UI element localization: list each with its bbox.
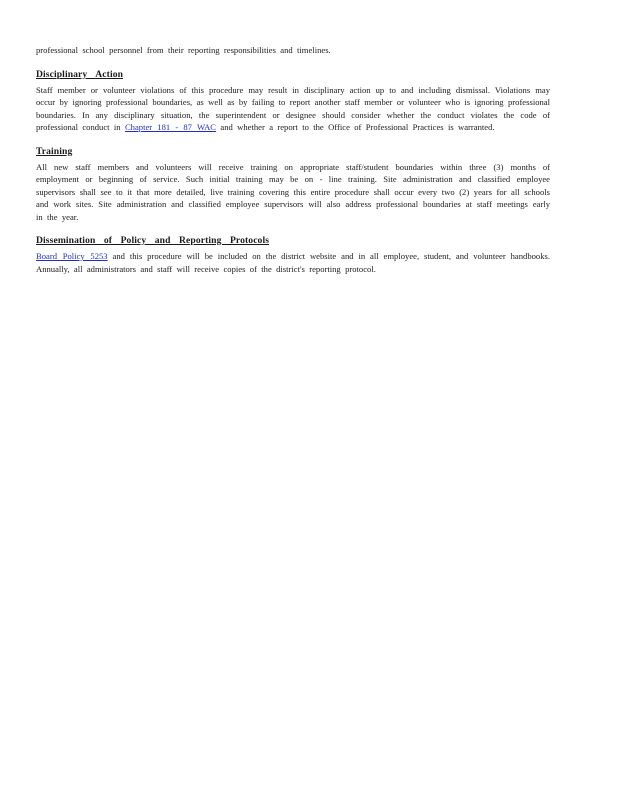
section-heading-training: Training [36, 145, 73, 157]
section-training [36, 146, 550, 224]
dissemination-paragraph [36, 250, 550, 275]
chapter-wac-link[interactable]: Chapter 181 - 87 WAC [124, 122, 217, 132]
board-policy-link[interactable]: Board Policy 5253 [36, 251, 108, 261]
training-paragraph: All new staff members and volunteers will receive training on appropriate staff/student boundaries within three (3) months of employment or beginning of service. Such initial training may be on - line training. Site administration and classified employee supervisors shall see to it that more detailed, live training covering this entire procedure shall occur every two (2) years for all schools and work sites. Site administration and classified employee supervisors will also address professional boundaries at staff meetings early in the year. [36, 161, 550, 222]
section-heading-dissemination: Dissemination of Policy and Reporting Protocols [36, 235, 270, 246]
section-dissemination [36, 235, 550, 275]
section-disciplinary-action [36, 69, 550, 134]
intro-paragraph: professional school personnel from their reporting responsibilities and timelines. [36, 45, 331, 55]
disciplinary-text-after-link: and whether a report to the Office of Professional Practices is warranted. [220, 122, 495, 132]
dissemination-text-after-link: and this procedure will be included on the district website and in all employee, student, and volunteer handbooks. Annually, all administrators and staff will receive copies of the district's reporting protocol. [36, 251, 550, 274]
section-heading-disciplinary-action: Disciplinary Action [36, 68, 124, 80]
document-page [36, 44, 550, 275]
disciplinary-text-before-link: Staff member or volunteer violations of this procedure may result in disciplinary action up to and including dismissal. Violations may occur by ignoring professional boundaries, as well as by failing to report another staff member or volunteer who is ignoring professional boundaries. In any disciplinary situation, the superintendent or designee should consider whether the conduct violates the code of professional conduct in [36, 84, 550, 132]
disciplinary-action-paragraph [36, 84, 550, 134]
